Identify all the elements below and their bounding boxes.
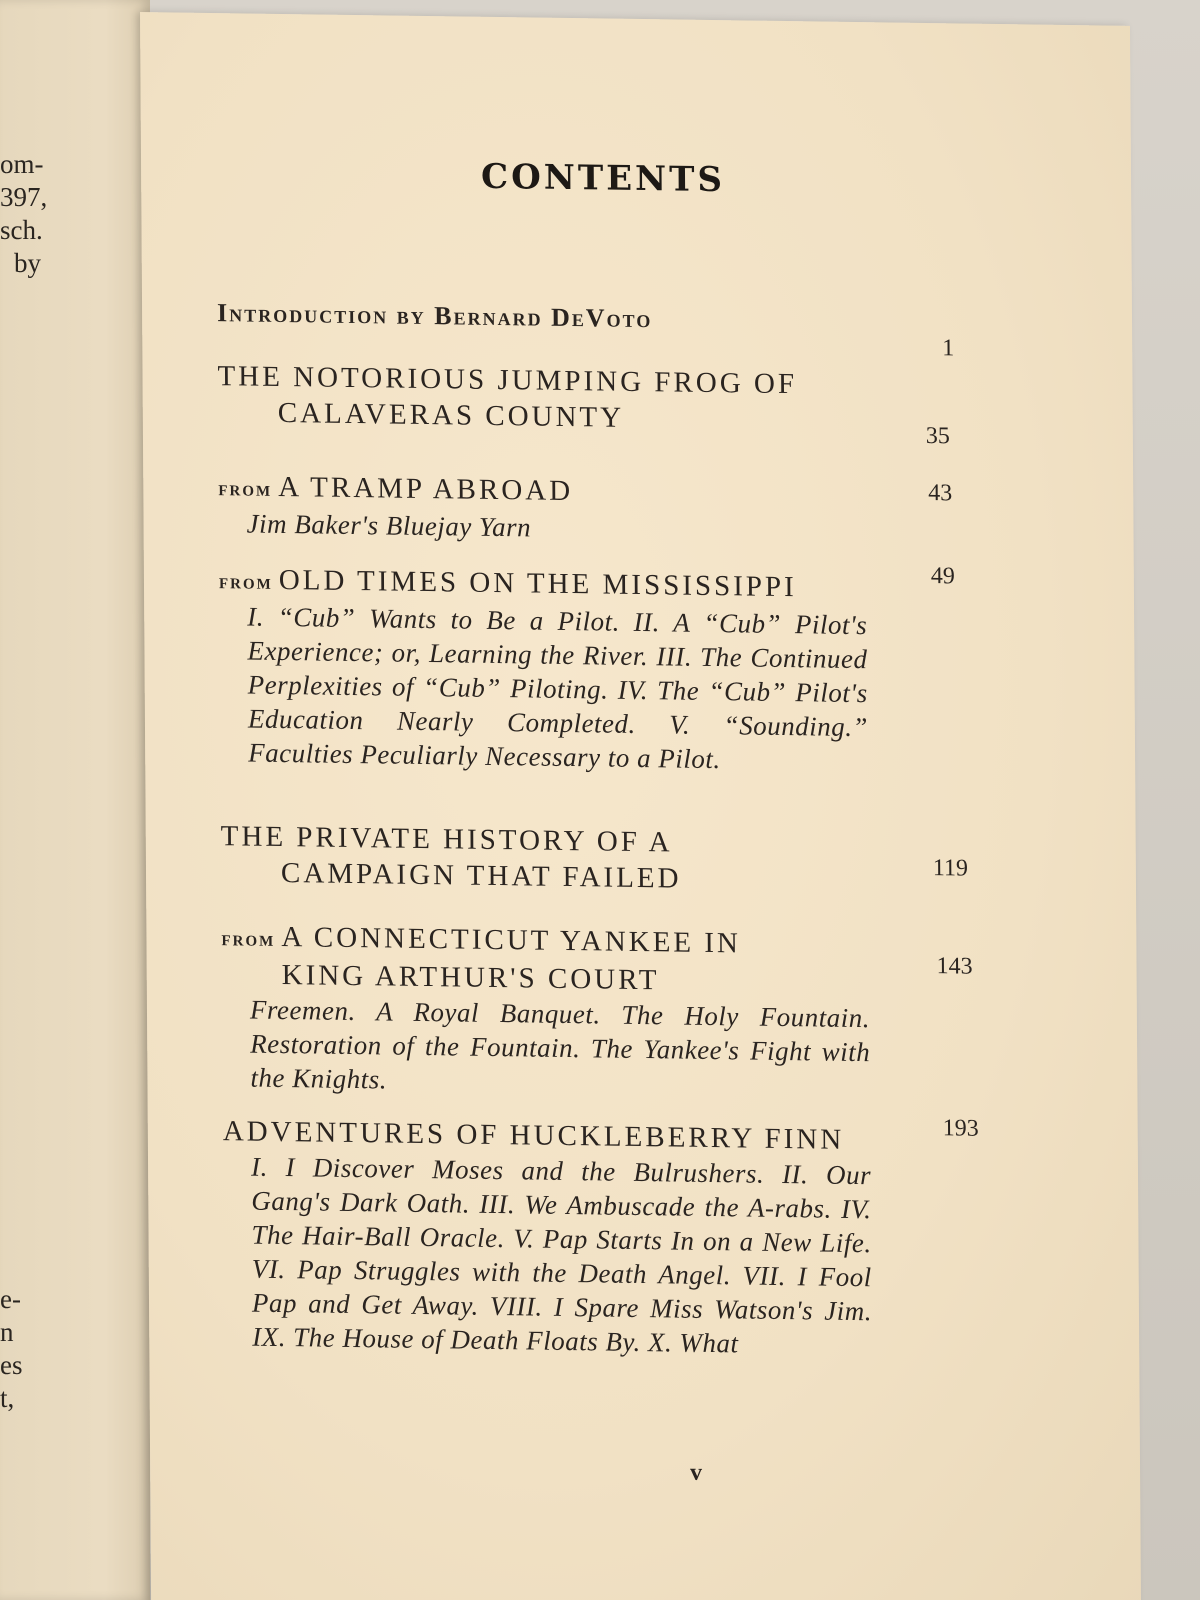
- entry-heading: A TRAMP ABROAD: [278, 470, 574, 508]
- page-number: 1: [942, 335, 955, 362]
- page-folio: v: [690, 1459, 703, 1486]
- entry-heading-line2: KING ARTHUR'S COURT: [281, 959, 660, 997]
- toc-entry-private-history: [221, 818, 981, 901]
- entry-subtitle: Freemen. A Royal Banquet. The Holy Fountain. Restoration of the Fountain. The Yankee's Fight with the Knights.: [249, 994, 871, 1095]
- facing-page: [0, 0, 150, 1600]
- entry-heading: A CONNECTICUT YANKEE IN: [281, 920, 742, 960]
- entry-subtitle: I. “Cub” Wants to Be a Pilot. II. A “Cub” Pilot's Experience; or, Learning the River. III. The Continued Perplexities of “Cub” Piloting. IV. The “Cub” Pilot's Education Nearly Completed. V. “Sounding.” Faculties Peculiarly Necessary to a Pilot.: [247, 601, 869, 775]
- toc-entry-tramp-abroad: [218, 468, 978, 551]
- toc-entry-old-times: [219, 561, 980, 780]
- entry-heading: THE NOTORIOUS JUMPING FROG OF: [217, 360, 798, 401]
- page-number: 119: [932, 855, 969, 882]
- contents-body: [215, 13, 1015, 1486]
- entry-subtitle: I. I Discover Moses and the Bulrushers. II. Our Gang's Dark Oath. III. We Ambuscade the A-rabs. IV. The Hair-Ball Oracle. V. Pap Starts In on a New Life. VI. Pap Struggles with the Death Angel. VII. I Fool Pap and Get Away. VIII. I Spare Miss Watson's Jim. IX. The House of Death Floats By. X. What: [250, 1151, 873, 1359]
- page-title: CONTENTS: [480, 156, 726, 201]
- from-label: from: [218, 475, 273, 501]
- facing-page-text-top: om- 397, sch. by: [0, 149, 48, 278]
- entry-heading: OLD TIMES ON THE MISSISSIPPI: [278, 563, 797, 604]
- toc-entry-huckleberry-finn: [223, 1113, 985, 1364]
- entry-heading: Introduction by Bernard DeVoto: [216, 298, 653, 334]
- page-number: 193: [942, 1115, 979, 1142]
- page-number: 143: [936, 953, 973, 980]
- entry-heading: ADVENTURES OF HUCKLEBERRY FINN: [222, 1115, 845, 1156]
- page-number: 43: [928, 480, 953, 507]
- toc-entry-jumping-frog: [217, 358, 977, 441]
- facing-page-text-bottom: e- n es t,: [0, 1284, 23, 1413]
- entry-subtitle: Jim Baker's Bluejay Yarn: [246, 508, 532, 543]
- page-number: 49: [930, 563, 955, 590]
- page-number: 35: [925, 422, 950, 450]
- from-label: from: [221, 925, 276, 951]
- toc-entry-introduction: [217, 298, 977, 339]
- from-label: from: [218, 568, 273, 594]
- entry-heading: THE PRIVATE HISTORY OF A: [220, 820, 673, 859]
- contents-page: [140, 12, 1141, 1600]
- entry-heading-line2: CALAVERAS COUNTY: [277, 396, 625, 434]
- entry-heading-line2: CAMPAIGN THAT FAILED: [280, 856, 682, 895]
- toc-entry-connecticut-yankee: [221, 918, 982, 1105]
